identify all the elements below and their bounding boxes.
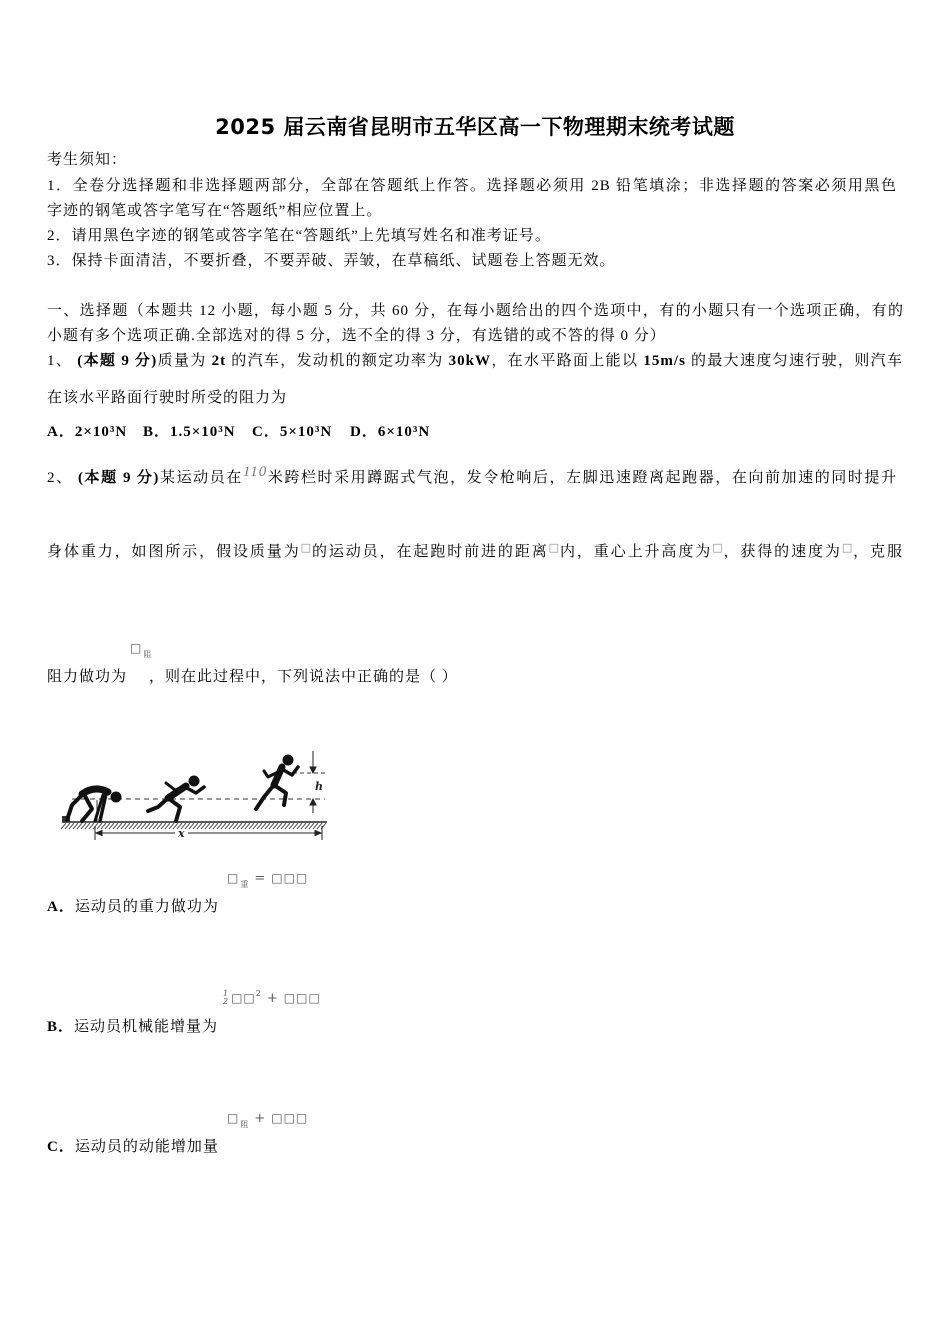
q1-score: (本题 9 分) [77, 353, 158, 369]
height-dimension [310, 751, 323, 813]
height-symbol: □ [712, 541, 724, 554]
q2-stem-text: 身体重力，如图所示，假设质量为 [47, 544, 301, 560]
height-arrow-down [310, 767, 316, 773]
q2-stem-line-2 [47, 542, 903, 562]
q1-option-b: B．1.5×10³N [143, 424, 236, 440]
formula-rhs: □□□ [283, 991, 321, 1005]
runner-crouched [62, 789, 122, 822]
q1-stem-line-1 [47, 351, 903, 371]
velocity-symbol: □ [841, 541, 854, 554]
q2-stem-text: 阻力做功为 [47, 669, 128, 685]
fraction-one-half [223, 990, 228, 1006]
runner-accelerating-leg [168, 798, 180, 821]
option-c-formula [227, 1107, 308, 1129]
notice-line-3: 2．请用黑色字迹的钢笔或答字笔在“答题纸”上先填写姓名和准考证号。 [47, 228, 551, 244]
runner-upright [256, 755, 298, 810]
q1-speed-value: 15m/s [643, 353, 686, 369]
q2-stem-text: 的运动员，在起跑时前进的距离 [311, 544, 549, 560]
runner-upright-leg [256, 786, 273, 809]
formula-rhs: □□□ [271, 1111, 309, 1125]
notice-line-1: 1．全卷分选择题和非选择题两部分，全部在答题纸上作答。选择题必须用 2B 铅笔填涂；非选择题的答案必须用黑色 [47, 178, 897, 194]
hurdle-distance-value: 110 [242, 464, 268, 480]
q2-option-c-letter: C． [47, 1139, 75, 1155]
q2-option-c [47, 1137, 219, 1157]
distance-dimension [95, 826, 322, 840]
q2-option-b [47, 1017, 218, 1037]
q1-options [47, 422, 467, 442]
runner-accelerating-head [189, 776, 200, 787]
resist-work-symbol: □ [227, 1111, 240, 1125]
q2-option-a-letter: A． [47, 899, 75, 915]
notice-line-2: 字迹的钢笔或答字笔写在“答题纸”相应位置上。 [47, 203, 383, 219]
fraction-denominator: 2 [223, 997, 229, 1006]
q1-mass-value: 2t [211, 353, 227, 369]
formula-rhs: □□□ [271, 871, 309, 885]
gravity-work-symbol: □ [227, 871, 240, 885]
q1-number: 1、 [47, 353, 73, 369]
mass-velocity-symbols: □□ [231, 991, 256, 1005]
runner-accelerating-leg [148, 799, 167, 811]
q2-stem-text: 某运动员在 [159, 470, 243, 486]
resist-work-symbol: □ [130, 641, 143, 655]
q2-option-b-text: 运动员机械能增量为 [74, 1019, 219, 1035]
q1-stem-text: 的最大速度匀速行驶，则汽车 [685, 353, 903, 369]
distance-symbol: □ [548, 541, 560, 554]
q2-option-a [47, 897, 219, 917]
resist-work-subscript: 阻 [143, 650, 152, 659]
q2-number: 2、 [47, 470, 73, 486]
notice-line-4: 3．保持卡面清洁，不要折叠，不要弄破、弄皱，在草稿纸、试题卷上答题无效。 [47, 253, 616, 269]
q2-option-a-text: 运动员的重力做功为 [74, 899, 219, 915]
section-instructions-line-1: 一、选择题（本题共 12 小题，每小题 5 分，共 60 分，在每小题给出的四个选项中，有的小题只有一个选项正确，有的 [47, 303, 904, 319]
q1-option-c: C．5×10³N [252, 424, 333, 440]
q1-option-d: D．6×10³N [350, 424, 431, 440]
runner-crouched-leg [82, 796, 92, 821]
runner-crouched-head [111, 792, 122, 803]
square-superscript: 2 [255, 989, 261, 998]
runner-upright-leg [274, 785, 286, 805]
runner-accelerating [148, 776, 204, 822]
q1-power-value: 30kW [448, 353, 491, 369]
q2-stem-text: ，则在此过程中，下列说法中正确的是（ ） [149, 669, 458, 685]
equals-sign: = [254, 871, 266, 886]
q2-stem-text: ，克服 [853, 544, 903, 560]
fraction-numerator: 1 [223, 989, 229, 998]
ground-hatching [61, 823, 326, 829]
runner-accelerating-arm [185, 787, 204, 793]
q1-stem-text: ，在水平路面上能以 [491, 353, 644, 369]
exam-title: 2025 届云南省昆明市五华区高一下物理期末统考试题 [215, 115, 735, 139]
q2-stem-text: ，获得的速度为 [723, 544, 842, 560]
runner-start-figure [58, 745, 338, 845]
distance-arrow-left [96, 831, 102, 836]
q1-stem-line-2: 在该水平路面行驶时所受的阻力为 [47, 390, 288, 406]
option-a-formula [227, 867, 308, 889]
q1-stem-text: 质量为 [157, 353, 212, 369]
mass-symbol: □ [300, 541, 312, 554]
figure-label-x: x [178, 827, 185, 840]
q2-stem-line-1 [47, 464, 897, 488]
resist-work-formula [130, 637, 157, 659]
q2-option-b-letter: B． [47, 1019, 75, 1035]
gravity-work-subscript: 重 [240, 880, 249, 889]
q2-option-c-text: 运动员的动能增加量 [74, 1139, 219, 1155]
q2-stem-text: 内，重心上升高度为 [559, 544, 713, 560]
resist-work-subscript: 阻 [240, 1120, 249, 1129]
plus-sign: + [254, 1111, 266, 1126]
section-instructions-line-2: 小题有多个选项正确.全部选对的得 5 分，选不全的得 3 分，有选错的或不答的得 0 分） [47, 328, 666, 344]
q2-stem-line-3 [47, 667, 458, 687]
q2-score: (本题 9 分) [77, 470, 160, 486]
figure-label-h: h [315, 780, 323, 793]
option-b-formula [223, 987, 321, 1009]
q1-stem-text: 的汽车，发动机的额定功率为 [226, 353, 449, 369]
distance-arrow-right [315, 831, 321, 836]
q1-option-a: A．2×10³N [47, 424, 128, 440]
runner-upright-head [283, 755, 294, 766]
runner-crouched-torso [82, 789, 108, 794]
height-arrow-up [310, 799, 316, 805]
q2-stem-text: 米跨栏时采用蹲踞式气泡，发令枪响后，左脚迅速蹬离起跑器，在向前加速的同时提升 [267, 470, 897, 486]
plus-sign: + [266, 991, 278, 1006]
notice-heading: 考生须知： [47, 152, 128, 168]
